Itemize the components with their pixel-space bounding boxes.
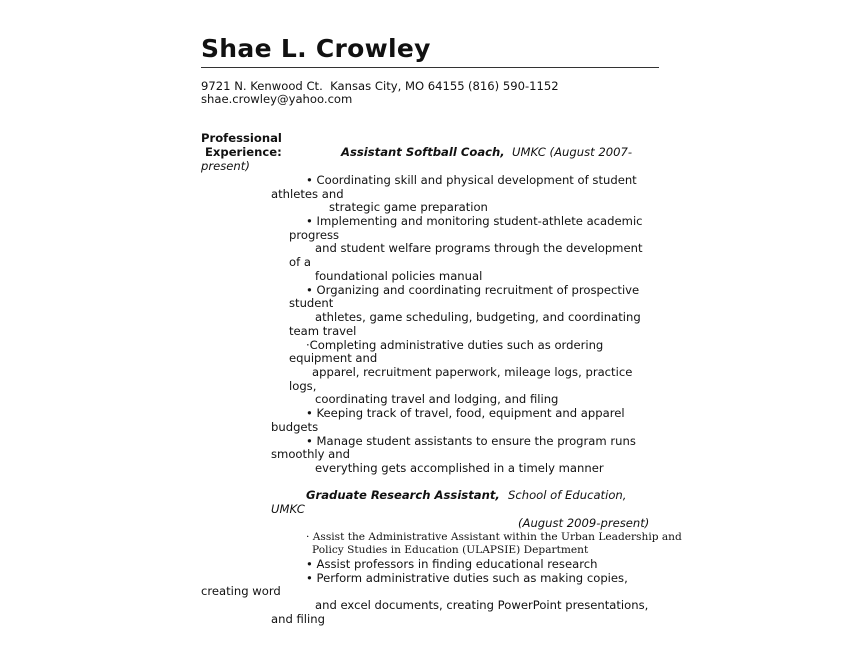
duty-line: • Keeping track of travel, food, equipment and apparel — [306, 406, 625, 420]
duty-line: team travel — [289, 324, 357, 338]
job2-dates: (August 2009-present) — [518, 516, 650, 530]
job2-title: Graduate Research Assistant, — [306, 488, 500, 502]
duty-line: creating word — [201, 584, 281, 598]
job2-org-cont: UMKC — [271, 502, 305, 516]
job1-title: Assistant Softball Coach, — [341, 145, 505, 159]
contact-email: shae.crowley@yahoo.com — [201, 92, 353, 106]
duty-line: equipment and — [289, 351, 378, 365]
duty-line: Policy Studies in Education (ULAPSIE) Department — [312, 544, 589, 556]
duty-line: and filing — [271, 612, 325, 626]
duty-line: • Perform administrative duties such as making copies, — [306, 571, 628, 585]
duty-line: athletes and — [271, 187, 344, 201]
duty-line: everything gets accomplished in a timely manner — [315, 461, 604, 475]
job1-org-cont: present) — [201, 159, 250, 173]
duty-line: and student welfare programs through the development — [315, 241, 643, 255]
duty-line: • Implementing and monitoring student-athlete academic — [306, 214, 643, 228]
duty-line: • Assist professors in finding educational research — [306, 557, 598, 571]
duty-line: of a — [289, 255, 311, 269]
duty-line: apparel, recruitment paperwork, mileage logs, practice — [312, 365, 633, 379]
duty-line: coordinating travel and lodging, and filing — [315, 392, 559, 406]
job1-org: UMKC (August 2007- — [512, 145, 633, 159]
duty-line: logs, — [289, 379, 317, 393]
duty-line: budgets — [271, 420, 319, 434]
job2-org: School of Education, — [508, 488, 627, 502]
duty-line: progress — [289, 228, 340, 242]
section-heading: Professional — [201, 131, 282, 145]
candidate-name: Shae L. Crowley — [201, 34, 431, 63]
section-heading-cont: Experience: — [205, 145, 282, 159]
duty-line: ·Completing administrative duties such as ordering — [306, 338, 604, 352]
duty-line: and excel documents, creating PowerPoint presentations, — [315, 598, 649, 612]
duty-line: · Assist the Administrative Assistant within the Urban Leadership and — [306, 531, 682, 543]
contact-address: 9721 N. Kenwood Ct. Kansas City, MO 64155 — [201, 79, 465, 93]
duty-line: • Manage student assistants to ensure the program runs — [306, 434, 636, 448]
duty-line: • Coordinating skill and physical development of student — [306, 173, 637, 187]
duty-line: student — [289, 296, 334, 310]
duty-line: smoothly and — [271, 447, 350, 461]
duty-line: • Organizing and coordinating recruitment of prospective — [306, 283, 640, 297]
duty-line: foundational policies manual — [315, 269, 483, 283]
contact-phone: (816) 590-1152 — [468, 79, 559, 93]
duty-line: athletes, game scheduling, budgeting, and coordinating — [315, 310, 641, 324]
header-rule — [201, 67, 659, 68]
duty-line: strategic game preparation — [329, 200, 488, 214]
